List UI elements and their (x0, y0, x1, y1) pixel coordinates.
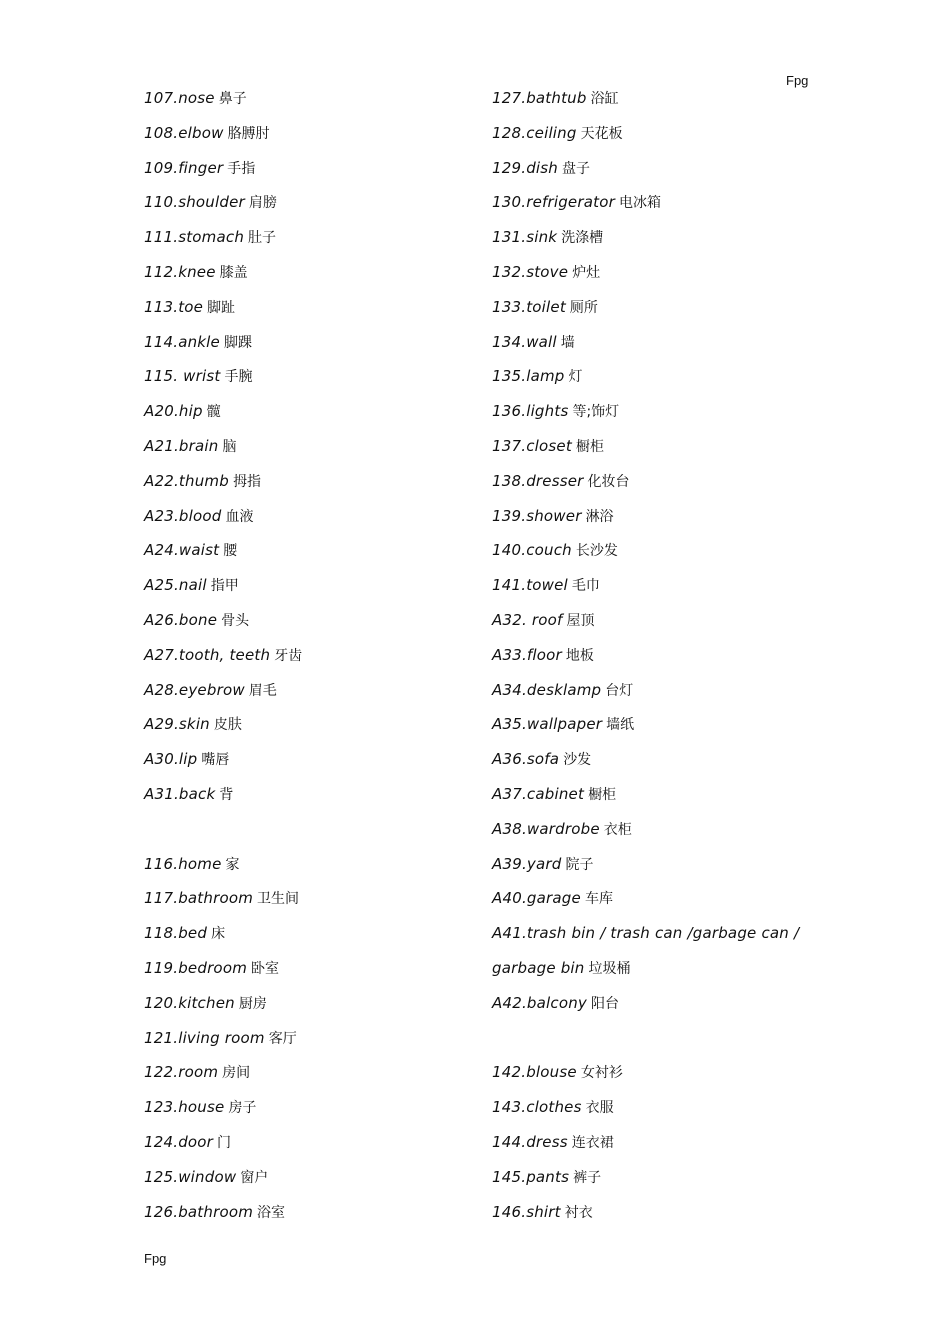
vocab-entry (492, 295, 822, 330)
vocab-entry (492, 1060, 822, 1095)
english-word: A22.thumb (144, 471, 229, 490)
english-word: 123.house (144, 1098, 225, 1117)
vocab-entry (492, 852, 822, 887)
vocab-entry (492, 469, 822, 504)
english-word: 130.refrigerator (492, 193, 615, 212)
english-word: A33.floor (492, 645, 562, 664)
chinese-translation: 连衣裙 (571, 1134, 614, 1151)
english-word: A39.yard (492, 854, 562, 873)
chinese-translation: 电冰箱 (618, 195, 661, 212)
english-word: 135.lamp (492, 367, 565, 386)
vocab-entry (144, 1026, 464, 1061)
chinese-translation: 肩膀 (248, 195, 277, 212)
vocab-entry (492, 504, 822, 539)
english-word: A29.skin (144, 715, 210, 734)
chinese-translation: 洗涤槽 (561, 230, 604, 247)
chinese-translation: 灯 (568, 369, 583, 386)
chinese-translation: 家 (225, 856, 240, 873)
vocab-entry (144, 886, 464, 921)
english-word: A21.brain (144, 436, 219, 455)
chinese-translation: 拇指 (232, 473, 261, 490)
chinese-translation: 台灯 (605, 682, 634, 699)
chinese-translation: 鼻子 (218, 91, 247, 107)
vocab-entry (144, 225, 464, 260)
english-word: 146.shirt (492, 1202, 561, 1221)
vocab-entry (492, 712, 822, 747)
vocab-entry (144, 852, 464, 887)
english-word: A28.eyebrow (144, 680, 245, 699)
vocab-entry (492, 434, 822, 469)
english-word: 117.bathroom (144, 889, 254, 908)
chinese-translation: 毛巾 (571, 578, 600, 595)
chinese-translation: 腰 (223, 543, 238, 560)
vocab-entry (144, 538, 464, 573)
chinese-translation: 垃圾桶 (588, 960, 631, 977)
english-word: 119.bedroom (144, 958, 248, 977)
chinese-translation: 脚趾 (207, 299, 236, 316)
vocab-entry (144, 678, 464, 713)
chinese-translation: 等;饰灯 (572, 404, 620, 421)
english-word: 138.dresser (492, 471, 584, 490)
vocab-entry (492, 886, 822, 921)
vocab-entry (492, 156, 822, 191)
english-word: 108.elbow (144, 123, 224, 142)
english-word: 139.shower (492, 506, 582, 525)
vocab-entry (492, 260, 822, 295)
vocab-entry (144, 956, 464, 991)
vocab-entry (144, 712, 464, 747)
vocab-entry (144, 121, 464, 156)
vocab-entry (144, 1060, 464, 1095)
vocab-entry (492, 573, 822, 608)
english-word: 114.ankle (144, 332, 220, 351)
chinese-translation: 女衬衫 (580, 1065, 623, 1082)
chinese-translation: 房子 (228, 1100, 257, 1117)
chinese-translation: 脑 (222, 438, 237, 455)
vocab-entry (144, 1095, 464, 1130)
english-word: A37.cabinet (492, 784, 585, 803)
vocab-entry (492, 678, 822, 713)
vocab-entry (492, 782, 822, 817)
chinese-translation: 院子 (565, 856, 594, 873)
chinese-translation: 肚子 (248, 230, 277, 247)
chinese-translation: 脚踝 (223, 334, 252, 351)
vocab-entry (492, 956, 822, 991)
english-word: 141.towel (492, 576, 568, 595)
english-word: A41.trash bin / trash can /garbage can / (492, 924, 800, 943)
chinese-translation: 门 (217, 1134, 232, 1151)
english-word: 109.finger (144, 158, 224, 177)
chinese-translation: 浴缸 (590, 91, 619, 107)
chinese-translation: 眉毛 (248, 682, 277, 699)
chinese-translation: 浴室 (257, 1204, 286, 1221)
vocab-entry (492, 747, 822, 782)
english-word: 116.home (144, 854, 222, 873)
vocab-entry (492, 1026, 822, 1061)
english-word: 134.wall (492, 332, 557, 351)
english-word: A42.balcony (492, 993, 588, 1012)
vocab-entry (492, 399, 822, 434)
page-footer: Fpg (144, 1251, 167, 1266)
vocab-entry (492, 364, 822, 399)
chinese-translation: 皮肤 (213, 717, 242, 734)
vocab-entry (144, 260, 464, 295)
chinese-translation: 沙发 (563, 752, 592, 769)
chinese-translation: 地板 (565, 647, 594, 664)
vocab-entry (144, 190, 464, 225)
english-word: 140.couch (492, 541, 572, 560)
vocab-entry (492, 1165, 822, 1200)
english-word: 145.pants (492, 1167, 570, 1186)
english-word: 107.nose (144, 89, 215, 107)
vocab-entry (144, 643, 464, 678)
right-vocabulary-column (492, 86, 822, 1234)
english-word: A26.bone (144, 610, 218, 629)
english-word: A20.hip (144, 402, 203, 421)
english-word: A30.lip (144, 750, 198, 769)
chinese-translation: 衣柜 (603, 821, 632, 838)
chinese-translation: 屋顶 (566, 612, 595, 629)
vocab-entry (144, 573, 464, 608)
english-word: 137.closet (492, 436, 572, 455)
vocab-entry (492, 1130, 822, 1165)
english-word: 118.bed (144, 924, 208, 943)
chinese-translation: 背 (219, 786, 234, 803)
chinese-translation: 嘴唇 (201, 752, 230, 769)
english-word: 136.lights (492, 402, 569, 421)
english-word: 112.knee (144, 262, 216, 281)
english-word: A34.desklamp (492, 680, 602, 699)
vocab-entry (144, 747, 464, 782)
vocab-entry (144, 782, 464, 817)
vocab-entry (492, 330, 822, 365)
english-word: 128.ceiling (492, 123, 577, 142)
english-word: A35.wallpaper (492, 715, 603, 734)
english-word: 143.clothes (492, 1098, 582, 1117)
vocab-entry (492, 1095, 822, 1130)
english-word: A38.wardrobe (492, 819, 600, 838)
chinese-translation: 胳膊肘 (227, 125, 270, 142)
chinese-translation: 手指 (227, 160, 256, 177)
vocab-entry (144, 434, 464, 469)
vocab-entry (144, 295, 464, 330)
english-word: 125.window (144, 1167, 237, 1186)
vocab-entry (144, 1165, 464, 1200)
chinese-translation: 化妆台 (587, 473, 630, 490)
chinese-translation: 衣服 (585, 1100, 614, 1117)
vocab-entry (144, 1130, 464, 1165)
english-word: garbage bin (492, 958, 585, 977)
english-word: A27.tooth, teeth (144, 645, 271, 664)
vocab-entry (492, 86, 822, 121)
english-word: A25.nail (144, 576, 207, 595)
vocab-entry (492, 643, 822, 678)
chinese-translation: 床 (211, 926, 226, 943)
chinese-translation: 盘子 (562, 160, 591, 177)
english-word: 127.bathtub (492, 89, 587, 107)
chinese-translation: 髋 (206, 404, 221, 421)
chinese-translation: 天花板 (580, 125, 623, 142)
english-word: 131.sink (492, 228, 558, 247)
chinese-translation: 窗户 (240, 1169, 269, 1186)
vocab-entry (492, 608, 822, 643)
vocab-entry (144, 1200, 464, 1235)
vocab-entry (492, 121, 822, 156)
vocab-entry (144, 156, 464, 191)
chinese-translation: 衬衣 (564, 1204, 593, 1221)
vocab-entry (144, 608, 464, 643)
vocab-entry (492, 538, 822, 573)
vocab-entry (492, 817, 822, 852)
english-word: 110.shoulder (144, 193, 245, 212)
vocab-entry (492, 921, 822, 956)
chinese-translation: 裤子 (573, 1169, 602, 1186)
chinese-translation: 客厅 (268, 1030, 297, 1047)
english-word: 120.kitchen (144, 993, 235, 1012)
chinese-translation: 卫生间 (257, 891, 300, 908)
vocab-entry (492, 1200, 822, 1235)
vocab-entry (144, 504, 464, 539)
chinese-translation: 指甲 (210, 578, 239, 595)
chinese-translation: 骨头 (221, 612, 250, 629)
english-word: 144.dress (492, 1132, 568, 1151)
vocab-entry (144, 921, 464, 956)
vocab-entry (492, 190, 822, 225)
chinese-translation: 长沙发 (575, 543, 618, 560)
chinese-translation: 橱柜 (588, 786, 617, 803)
vocab-entry (144, 330, 464, 365)
chinese-translation: 阳台 (591, 995, 620, 1012)
english-word: 113.toe (144, 297, 204, 316)
vocab-entry (492, 225, 822, 260)
english-word: 115. wrist (144, 367, 221, 386)
vocab-entry (492, 991, 822, 1026)
english-word: 132.stove (492, 262, 569, 281)
chinese-translation: 墙 (560, 334, 575, 351)
chinese-translation: 卧室 (251, 960, 280, 977)
chinese-translation: 墙纸 (606, 717, 635, 734)
chinese-translation: 手腕 (224, 369, 253, 386)
english-word: A36.sofa (492, 750, 560, 769)
english-word: A40.garage (492, 889, 581, 908)
chinese-translation: 牙齿 (274, 647, 303, 664)
chinese-translation: 厨房 (238, 995, 267, 1012)
english-word: 133.toilet (492, 297, 566, 316)
english-word: 142.blouse (492, 1063, 577, 1082)
english-word: 111.stomach (144, 228, 245, 247)
chinese-translation: 膝盖 (219, 264, 248, 281)
english-word: 129.dish (492, 158, 559, 177)
page-header: Fpg (786, 73, 809, 88)
vocab-entry (144, 817, 464, 852)
vocab-entry (144, 364, 464, 399)
english-word: 122.room (144, 1063, 219, 1082)
chinese-translation: 车库 (584, 891, 613, 908)
english-word: A24.waist (144, 541, 220, 560)
chinese-translation: 橱柜 (575, 438, 604, 455)
english-word: 126.bathroom (144, 1202, 254, 1221)
english-word: 121.living room (144, 1028, 265, 1047)
chinese-translation: 血液 (225, 508, 254, 525)
vocab-entry (144, 469, 464, 504)
chinese-translation: 房间 (222, 1065, 251, 1082)
vocab-entry (144, 399, 464, 434)
english-word: A32. roof (492, 610, 563, 629)
english-word: 124.door (144, 1132, 214, 1151)
vocab-entry (144, 991, 464, 1026)
vocab-entry (144, 86, 464, 121)
english-word: A23.blood (144, 506, 222, 525)
chinese-translation: 厕所 (569, 299, 598, 316)
chinese-translation: 淋浴 (585, 508, 614, 525)
english-word: A31.back (144, 784, 216, 803)
chinese-translation: 炉灶 (572, 264, 601, 281)
left-vocabulary-column (144, 86, 464, 1234)
